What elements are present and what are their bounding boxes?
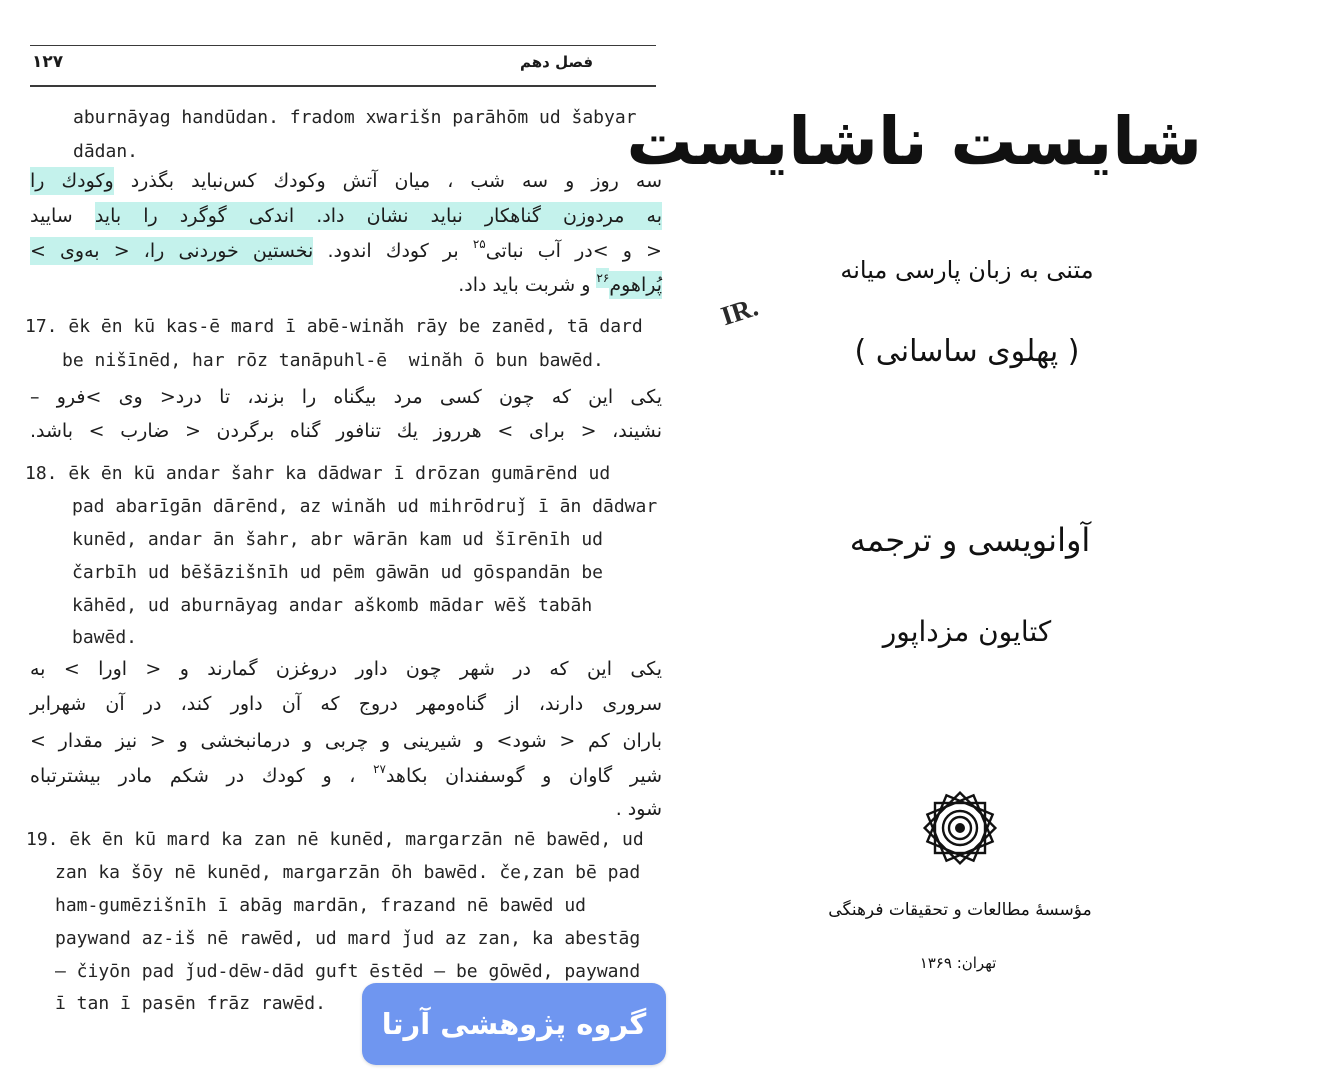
translation-segment: یکی این که در شهر چون داور دروغزن گمارند و < اورا > به xyxy=(30,658,662,680)
page-number: ۱۲۷ xyxy=(32,52,64,72)
translation-segment: نخستین خوردنی را، < به‌وی > xyxy=(30,237,313,265)
translation-segment: وکودك را xyxy=(30,167,114,195)
translation-segment: پُراهوم xyxy=(609,271,662,299)
publisher-name: مؤسسهٔ مطالعات و تحقیقات فرهنگی xyxy=(828,900,1092,920)
pahlavi-line: zan ka šōy nē kunēd, margarzān ōh bawēd. če,zan bē pad xyxy=(55,862,641,883)
chapter-title: فصل دهم xyxy=(520,53,594,71)
header-rule-bottom xyxy=(30,85,656,87)
translation-segment: بر کودك اندود. xyxy=(313,240,473,262)
persian-line xyxy=(30,165,662,197)
book-subtitle: متنی به زبان پارسی میانه xyxy=(840,256,1094,284)
pahlavi-line: — čiyōn pad ǰud-dēw-dād guft ēstēd — be gōwēd, paywand xyxy=(55,961,641,982)
section-number: 18. xyxy=(25,463,58,484)
footnote-marker: ۲۷ xyxy=(373,762,386,776)
translation-segment: شیر گاوان و گوسفندان بکاهد xyxy=(385,765,662,787)
pahlavi-line: paywand az-iš nē rawēd, ud mard ǰud az zan, ka abestāg xyxy=(55,928,641,949)
pahlavi-line xyxy=(25,459,610,489)
book-title: شایست ناشایست xyxy=(626,103,1202,180)
persian-line xyxy=(30,653,662,685)
persian-line xyxy=(30,793,662,825)
persian-line xyxy=(30,415,662,447)
book-subtitle-language: ( پهلوی ساسانی ) xyxy=(854,334,1080,369)
pahlavi-line: ham-gumēzišnīh ī abāg mardān, frazand nē bawēd ud xyxy=(55,895,587,916)
header-rule-top xyxy=(30,45,656,46)
translation-segment: ، و کودك در شکم مادر بیشترتباه xyxy=(30,765,374,787)
translation-segment: < و >در آب نباتی xyxy=(485,240,662,262)
persian-line xyxy=(30,725,662,757)
translation-segment: باران کم < شود> و شیرینی و چربی و درمانبخشی و < نیز مقدار > xyxy=(30,730,662,752)
translation-segment: شود . xyxy=(615,798,662,820)
pahlavi-line: be nišīnēd, har rōz tanāpuhl-ē winăh ō bun bawēd. xyxy=(62,350,604,371)
publication-place-year: تهران: ۱۳۶۹ xyxy=(919,954,997,972)
pahlavi-line: aburnāyag handūdan. fradom xwarišn parāhōm ud šabyar xyxy=(73,107,637,128)
section-number: 17. xyxy=(25,316,58,337)
pahlavi-line: kunēd, andar ān šahr, abr wārān kam ud šīrēnīh ud xyxy=(72,529,604,550)
research-group-button[interactable]: گروه پژوهشی آرتا xyxy=(362,983,666,1065)
persian-line xyxy=(30,235,662,267)
translation-segment: نشیند، < برای > هرروز یك تنافور گناه برگردن < ضارب > باشد. xyxy=(30,420,662,442)
pahlavi-line: kāhēd, ud aburnāyag andar aškomb mādar wēš tabāh xyxy=(72,595,593,616)
translation-segment: به مردوزن گناهکار نباید نشان داد. اندکی گوگرد را باید xyxy=(95,202,662,230)
translation-segment: سه روز و سه شب ، میان آتش وکودك کس‌نباید بگذرد xyxy=(113,170,663,192)
persian-line xyxy=(30,688,662,720)
section-number: 19. xyxy=(26,829,59,850)
pahlavi-line xyxy=(26,825,644,855)
persian-line xyxy=(30,200,662,232)
pahlavi-text: ēk ēn kū kas-ē mard ī abē-winăh rāy be zanēd, tā dard xyxy=(68,316,643,337)
persian-line xyxy=(30,381,662,413)
footnote-marker: ۲۵ xyxy=(472,237,486,251)
pahlavi-line: dādan. xyxy=(73,141,139,162)
pahlavi-line: bawēd. xyxy=(72,627,138,648)
translation-segment: و شربت باید داد. xyxy=(458,274,597,296)
pahlavi-line xyxy=(25,312,643,342)
publisher-logo-icon xyxy=(918,786,1002,870)
pahlavi-line: čarbīh ud bēšāzišnīh ud pēm gāwān ud gōspandān be xyxy=(72,562,604,583)
pahlavi-text: ēk ēn kū andar šahr ka dādwar ī drōzan gumārēnd ud xyxy=(68,463,611,484)
translation-segment: یکی این که چون کسی مرد بیگناه را بزند، تا درد< وی >فرو – xyxy=(30,386,662,408)
pahlavi-text: ēk ēn kū mard ka zan nē kunēd, margarzān nē bawēd, ud xyxy=(69,829,644,850)
translation-segment: سایید xyxy=(30,205,95,227)
footnote-marker: ۲۶ xyxy=(596,268,609,288)
persian-line xyxy=(30,269,662,301)
author-name: کتایون مزداپور xyxy=(882,615,1052,648)
role-label: آوانویسی و ترجمه xyxy=(849,521,1091,559)
pahlavi-line: ī tan ī pasēn frāz rawēd. xyxy=(55,993,326,1014)
translation-segment: سروری دارند، از گناه‌ومهر دروج که آن داور کند، در آن شهرابر xyxy=(30,693,662,715)
pahlavi-line: pad abarīgān dārēnd, az winăh ud mihrōdruǰ ī ān dādwar xyxy=(72,496,658,517)
library-stamp: IR. xyxy=(717,291,762,332)
persian-line xyxy=(30,760,662,792)
